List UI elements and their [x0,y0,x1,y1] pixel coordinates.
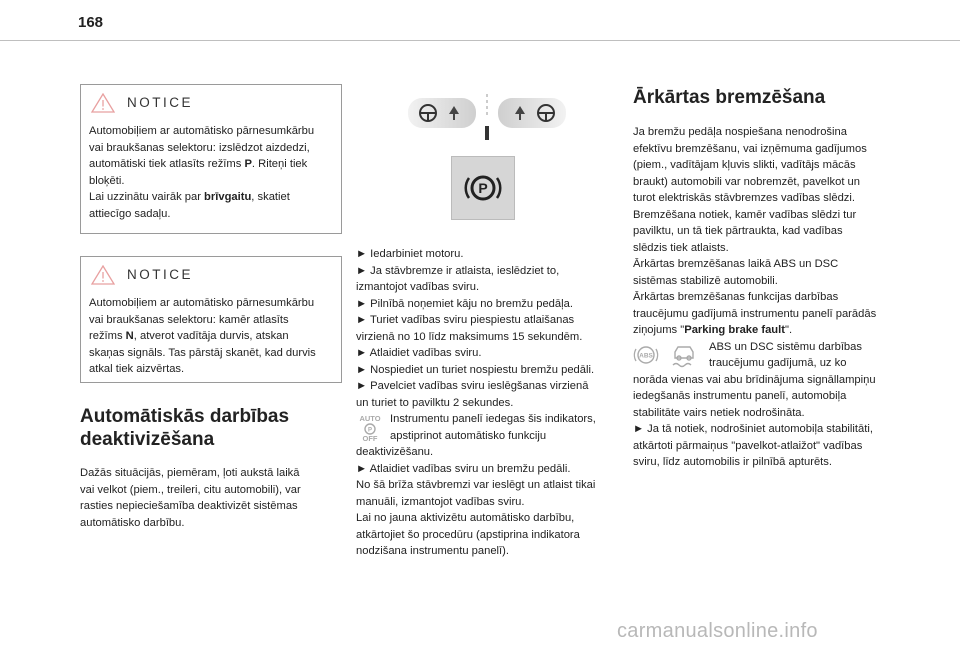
step-line: ► Pilnībā noņemiet kāju no bremžu pedāļa. [356,297,573,310]
body-line: Ārkārtas bremzēšanas laikā ABS un DSC [633,258,839,270]
step-line: ► Atlaidiet vadības sviru un bremžu pedāli. [356,462,571,475]
right-column [633,84,895,471]
body-line: Ārkārtas bremzēšanas funkcijas darbības [633,291,839,303]
indicator-line: Instrumentu panelī iedegas šis indikators, [390,413,596,425]
body-line: automātisko darbību. [80,516,185,529]
electric-parking-brake-switch [451,156,515,220]
body-line: sistēmas stabilizē automobili. [633,274,778,287]
abs-line: traucējumu gadījumā, uz ko [709,357,847,369]
abs-dsc-paragraph [633,339,895,372]
notice-title: NOTICE [127,266,194,282]
abs-dsc-warning-icons [633,340,703,370]
dsc-warning-icon [673,347,693,367]
auto-section-body [80,465,342,531]
body-line: rasties nepieciešamība deaktivizēt sistēmas [80,500,298,512]
body-line: Ja bremžu pedāļa nospiešana nenodrošina [633,126,847,138]
step-line: izmantojot vadības sviru. [356,281,480,293]
section-title-auto-deactivation [80,405,342,451]
notice2-line: Automobiļiem ar automātisko pārnesumkārbu [89,297,315,309]
parking-brake-icon [452,157,514,219]
step-line: No šā brīža stāvbremzi var ieslēgt un atlaist tikai [356,479,596,491]
top-rule [0,40,960,41]
body-line: efektīvu bremzēšanu, vai izņēmuma gadījumos [633,142,867,155]
step-line: manuāli, izmantojot vadības sviru. [356,495,525,508]
body-line: stabilitāte vairs netiek nodrošināta. [633,406,805,419]
step-line: ► Turiet vadības sviru piespiestu atlaišanas [356,314,575,326]
body-line: slēdzis tiek atlaists. [633,241,729,254]
notice2-line: skaņas signāls. Tas pārstāj skanēt, kad durvis [89,346,316,359]
notice1-line: Automobiļiem ar automātisko pārnesumkārbu [89,125,315,137]
body-line: sviru, līdz automobilis ir pilnībā apturēts. [633,456,832,468]
svg-text:P: P [367,427,373,434]
auto-off-indicator-paragraph [356,411,618,461]
notice2-line: vai braukšanas selektoru: kamēr atlasīts [89,313,289,326]
fault-message: Parking brake fault [684,324,785,336]
body-line: atkārtoti pārmaiņus "pavelkot-atlaižot" vadības [633,439,863,452]
step-line: Lai no jauna aktivizētu automātisko darbību, [356,512,575,524]
parking-brake-figure [356,92,618,244]
body-line: traucējumu gadījumā instrumentu panelī parādās [633,307,877,320]
steering-wheel-diagram [404,92,570,144]
body-line: Bremzēšana notiek, kamēr vadības slēdzi tur [633,208,857,221]
notice2-line: atkal tiek aizvērtas. [89,363,185,375]
emergency-body [633,124,895,471]
middle-column [356,92,618,560]
body-line: norāda vienas vai abu brīdinājuma signāllampiņu [633,373,876,386]
body-line: ► Ja tā notiek, nodrošiniet automobiļa stabilitāti, [633,423,873,435]
auto-off-top-label: AUTO [359,414,381,423]
step-line: atkārtojiet šo procedūru (apstiprina indikatora [356,528,580,541]
body-line: vai velkot (piem., treileri, citu automobili), var [80,483,301,496]
step-line: virzienā no 10 līdz maksimums 15 sekundēm. [356,330,583,343]
svg-text:P: P [478,180,488,196]
page-number: 168 [78,14,104,31]
body-line: iedegšanās instrumentu panelī, automobiļa [633,390,847,402]
step-line: nodzišana instrumentu panelī). [356,545,509,557]
step-line: un turiet to pavilktu 2 sekundes. [356,396,514,409]
body-line: turot elektriskās stāvbremzes vadības slēdzi. [633,192,855,204]
body-line: (piem., vadītājam kļuvis slikti, vadītājs mācās [633,159,856,171]
step-line: ► Atlaidiet vadības sviru. [356,347,482,359]
title-line: deaktivizēšana [80,429,215,450]
left-column [80,84,342,531]
fault-message-line [633,322,895,339]
notice2-line: režīms N, atverot vadītāja durvis, atskan [89,330,289,342]
notice-title: NOTICE [127,94,194,110]
title-line: Automātiskās darbības [80,406,290,427]
section-title-emergency-braking: Ārkārtas bremzēšana [633,87,826,108]
auto-off-bottom-label: OFF [362,434,378,442]
abs-label: ABS [639,352,653,359]
abs-warning-icon [634,347,657,363]
body-line: braukt) automobili var nobremzēt, pavelkot un [633,175,860,188]
watermark[interactable]: carmanualsonline.info [617,620,818,642]
warning-triangle-icon [91,265,115,285]
indicator-line: apstiprinot automātisko funkciju [390,429,547,442]
msg-prefix: ziņojums " [633,324,685,336]
body-line: Dažās situācijās, piemēram, ļoti aukstā laikā [80,467,300,479]
notice1-line: bloķēti. [89,174,125,187]
notice1-line: vai braukšanas selektoru: izslēdzot aizdedzi, [89,141,310,154]
abs-line: ABS un DSC sistēmu darbības [709,340,862,353]
msg-suffix: ". [784,324,793,336]
step-line: ► Nospiediet un turiet nospiestu bremžu pedāli. [356,363,595,376]
notice-box-1 [80,84,342,234]
step-line: ► Ja stāvbremze ir atlaista, ieslēdziet to, [356,264,560,277]
notice1-line: Lai uzzinātu vairāk par brīvgaitu, skatiet [89,191,290,203]
indicator-line: deaktivizēšanu. [356,446,434,458]
warning-triangle-icon [91,93,115,113]
body-line: pavilktu, un tā tiek pārtraukta, kad vadības [633,225,843,237]
notice-box-2 [80,256,342,383]
procedure-steps [356,246,618,560]
auto-off-indicator-icon [356,412,384,442]
notice1-line: automātiski tiek atlasīts režīms P. Riteņi tiek [89,158,308,170]
notice1-line: attiecīgo sadaļu. [89,207,171,220]
step-line: ► Pavelciet vadības sviru ieslēgšanas virzienā [356,380,589,392]
step-line: ► Iedarbiniet motoru. [356,248,464,260]
